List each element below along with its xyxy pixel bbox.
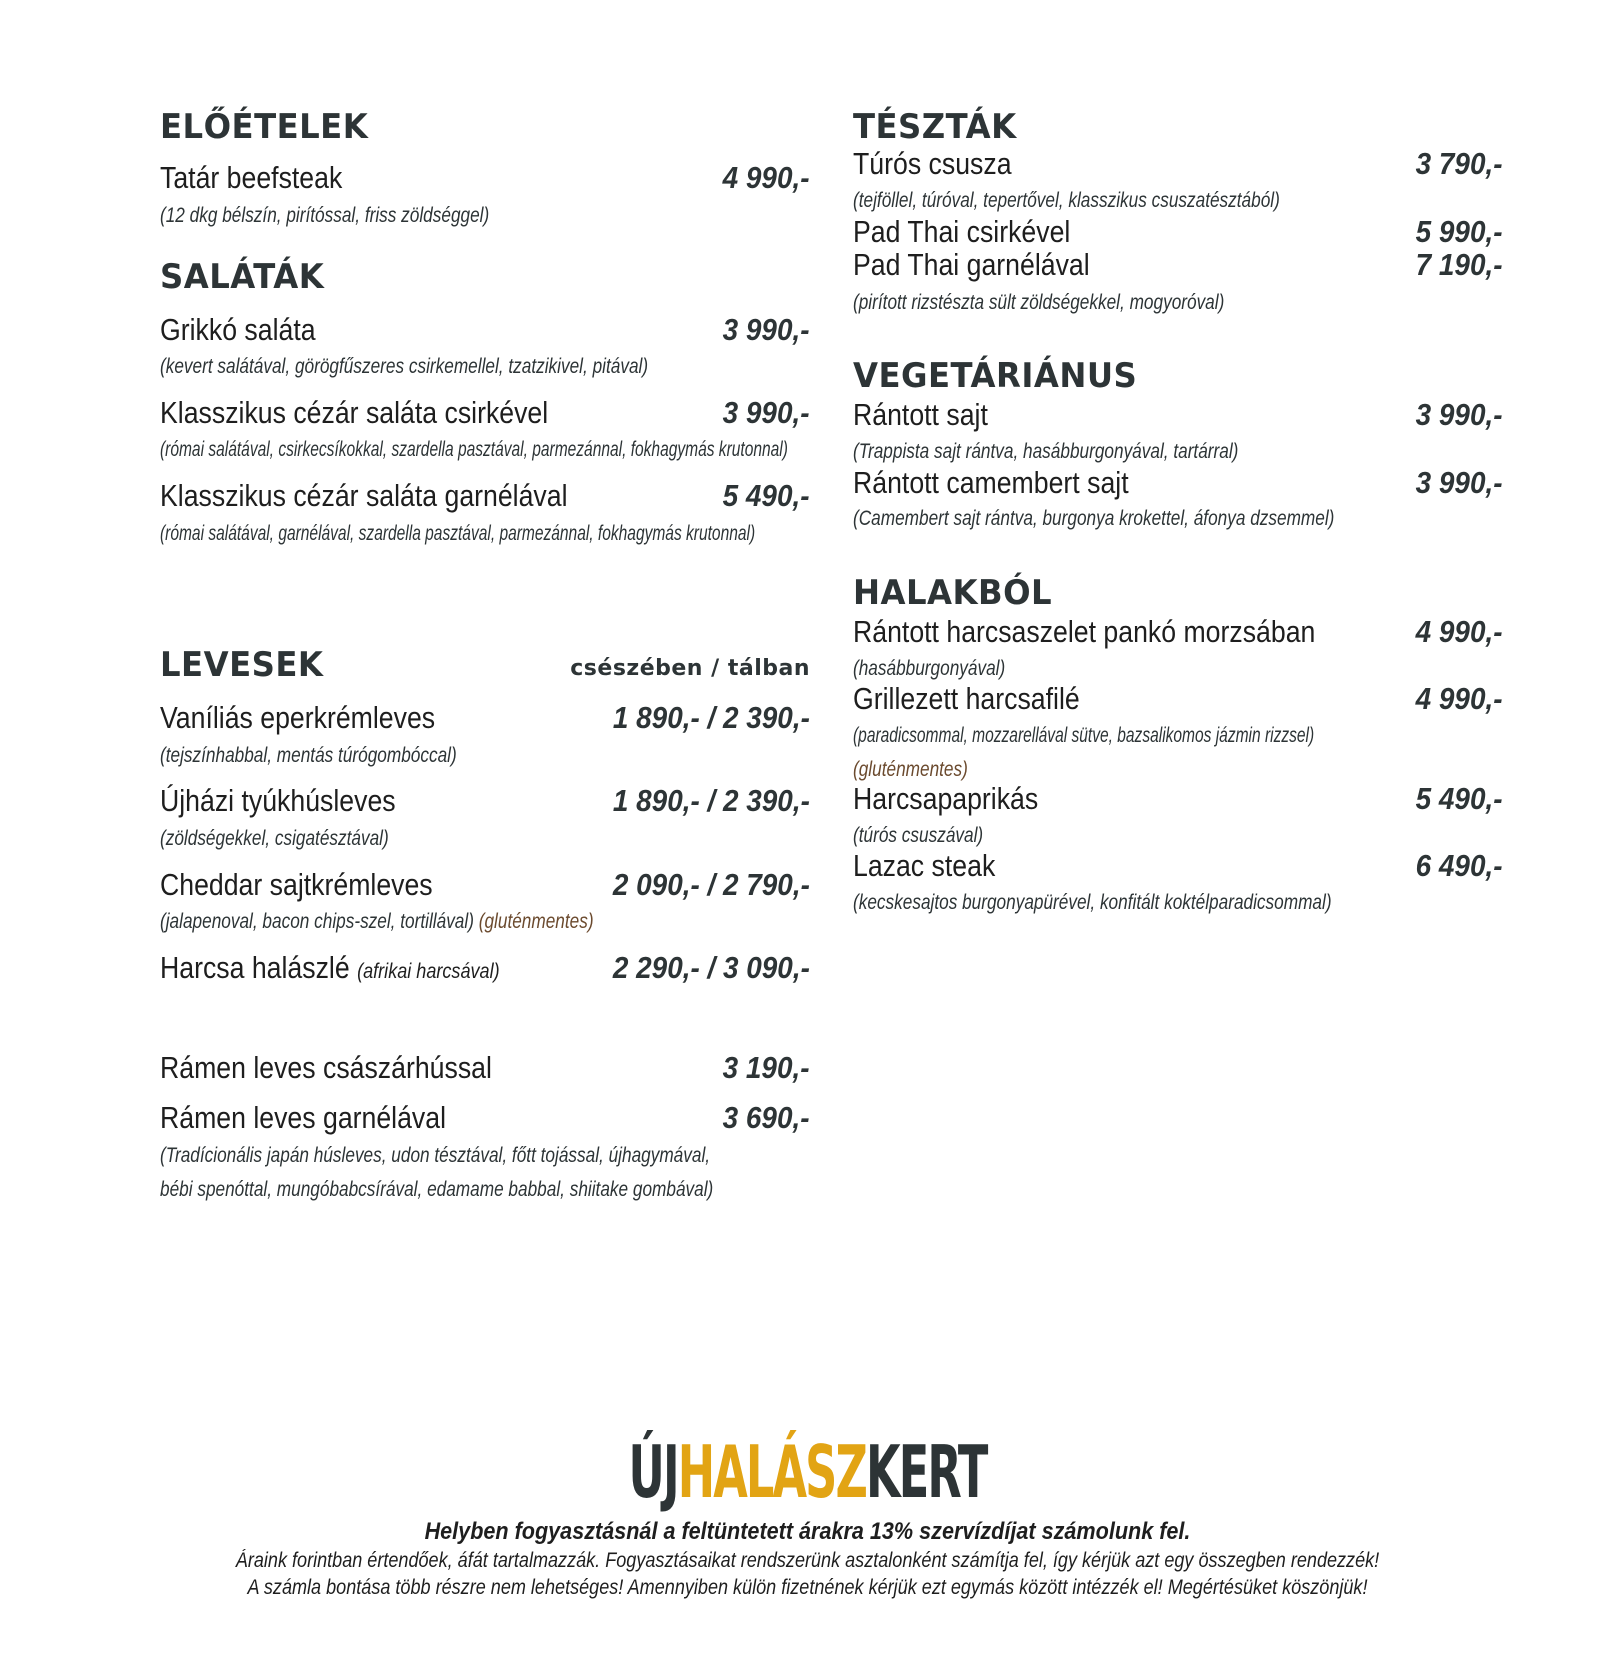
gluten-free-tag: (gluténmentes): [478, 910, 594, 933]
item-price: 4 990,-: [723, 160, 810, 195]
item-name: Rámen leves császárhússal: [160, 1050, 492, 1085]
item-name: Túrós csusza: [853, 146, 1012, 181]
item-name: Klasszikus cézár saláta csirkével: [160, 395, 549, 430]
payment-notice-line2: A számla bontása több részre nem lehetséges! Amennyiben külön fizetnének kérjük ezt egymás között intézzék el! Megértésüket köszönjük!: [247, 1576, 1368, 1599]
item-name: Lazac steak: [853, 848, 996, 883]
item-name: Tatár beefsteak: [160, 160, 343, 195]
item-name: Rántott camembert sajt: [853, 465, 1129, 500]
item-name: Cheddar sajtkrémleves: [160, 867, 433, 902]
item-description: (pirított rizstészta sült zöldségekkel, mogyoróval): [853, 291, 1225, 314]
payment-notice-line1: Áraink forintban értendőek, áfát tartalmazzák. Fogyasztásaikat rendszerünk asztalonként számítja fel, így kérjük azt egy összegben rendezzék!: [235, 1549, 1380, 1572]
item-name: Pad Thai garnélával: [853, 247, 1090, 282]
item-price: 5 990,-: [1416, 214, 1503, 249]
item-price: 7 190,-: [1416, 247, 1503, 282]
item-name: Rántott sajt: [853, 397, 988, 432]
item-description: (zöldségekkel, csigatésztával): [160, 827, 389, 850]
section-title-vegetarianus: VEGETÁRIÁNUS: [853, 356, 1138, 396]
item-description: (12 dkg bélszín, pirítóssal, friss zöldséggel): [160, 204, 490, 227]
item-description: (Tradícionális japán húsleves, udon tésztával, főtt tojással, újhagymával,: [160, 1144, 711, 1167]
item-name-note: (afrikai harcsával): [357, 960, 500, 983]
item-name: [160, 950, 500, 986]
item-name: Grillezett harcsafilé: [853, 681, 1080, 716]
item-description: (római salátával, csirkecsíkokkal, szardella pasztával, parmezánnal, fokhagymás krutonnal): [160, 438, 788, 461]
service-charge-notice: Helyben fogyasztásnál a feltüntetett árakra 13% szervízdíjat számolunk fel.: [424, 1518, 1191, 1545]
item-description: (kecskesajtos burgonyapürével, konfitált koktélparadicsommal): [853, 891, 1332, 914]
section-title-tesztak: TÉSZTÁK: [853, 107, 1017, 147]
item-description: (túrós csuszával): [853, 824, 984, 847]
item-price: 5 490,-: [1416, 781, 1503, 816]
item-price: 3 990,-: [723, 395, 810, 430]
item-price: 3 190,-: [723, 1050, 810, 1085]
item-name: Rántott harcsaszelet pankó morzsában: [853, 614, 1316, 649]
section-title-eloetelek: ELŐÉTELEK: [160, 107, 369, 147]
logo-part-halasz: HALÁSZ: [677, 1430, 866, 1514]
item-name: Újházi tyúkhúsleves: [160, 783, 396, 818]
item-description: (paradicsommal, mozzarellával sütve, bazsalikomos jázmin rizzsel): [853, 724, 1315, 747]
item-name-text: Harcsa halászlé: [160, 950, 350, 985]
item-price: 3 990,-: [1416, 465, 1503, 500]
section-title-halakbol: HALAKBÓL: [853, 573, 1053, 613]
item-description: bébi spenóttal, mungóbabcsírával, edamame babbal, shiitake gombával): [160, 1178, 714, 1201]
item-price: 6 490,-: [1416, 848, 1503, 883]
logo-part-uj: ÚJ: [628, 1430, 678, 1514]
menu-left-column: [160, 0, 810, 1654]
item-name: Klasszikus cézár saláta garnélával: [160, 478, 568, 513]
menu-right-column: [853, 0, 1503, 1654]
item-description: (tejszínhabbal, mentás túrógombóccal): [160, 744, 457, 767]
section-title-salatak: SALÁTÁK: [160, 257, 325, 297]
item-price: 3 990,-: [1416, 397, 1503, 432]
item-price: 4 990,-: [1416, 614, 1503, 649]
item-price: 1 890,- / 2 390,-: [613, 700, 810, 735]
item-description: (hasábburgonyával): [853, 657, 1006, 680]
item-name: Grikkó saláta: [160, 312, 316, 347]
item-description: (tejföllel, túróval, tepertővel, klasszikus csuszatésztából): [853, 189, 1280, 212]
item-price: 2 290,- / 3 090,-: [613, 950, 810, 985]
item-description-text: (jalapenoval, bacon chips-szel, tortillával): [160, 910, 474, 933]
soup-size-header: csészében / tálban: [570, 656, 810, 681]
item-price: 2 090,- / 2 790,-: [613, 867, 810, 902]
logo-part-kert: KERT: [865, 1430, 987, 1514]
restaurant-logo: [307, 1432, 1308, 1512]
item-name: Vaníliás eperkrémleves: [160, 700, 436, 735]
item-name: Pad Thai csirkével: [853, 214, 1071, 249]
item-description: (kevert salátával, görögfűszeres csirkemellel, tzatzikivel, pitával): [160, 355, 649, 378]
item-name: Rámen leves garnélával: [160, 1100, 447, 1135]
gluten-free-tag: (gluténmentes): [853, 758, 968, 781]
item-price: 5 490,-: [723, 478, 810, 513]
item-price: 4 990,-: [1416, 681, 1503, 716]
item-price: 3 690,-: [723, 1100, 810, 1135]
item-price: 3 790,-: [1416, 146, 1503, 181]
item-name: Harcsapaprikás: [853, 781, 1039, 816]
item-price: 1 890,- / 2 390,-: [613, 783, 810, 818]
section-title-levesek: LEVESEK: [160, 645, 324, 685]
item-description: (Camembert sajt rántva, burgonya krokettel, áfonya dzsemmel): [853, 507, 1335, 530]
item-description: (római salátával, garnélával, szardella pasztával, parmezánnal, fokhagymás krutonnal): [160, 522, 756, 545]
item-price: 3 990,-: [723, 312, 810, 347]
item-description: [160, 910, 594, 934]
item-description: (Trappista sajt rántva, hasábburgonyával, tartárral): [853, 440, 1239, 463]
